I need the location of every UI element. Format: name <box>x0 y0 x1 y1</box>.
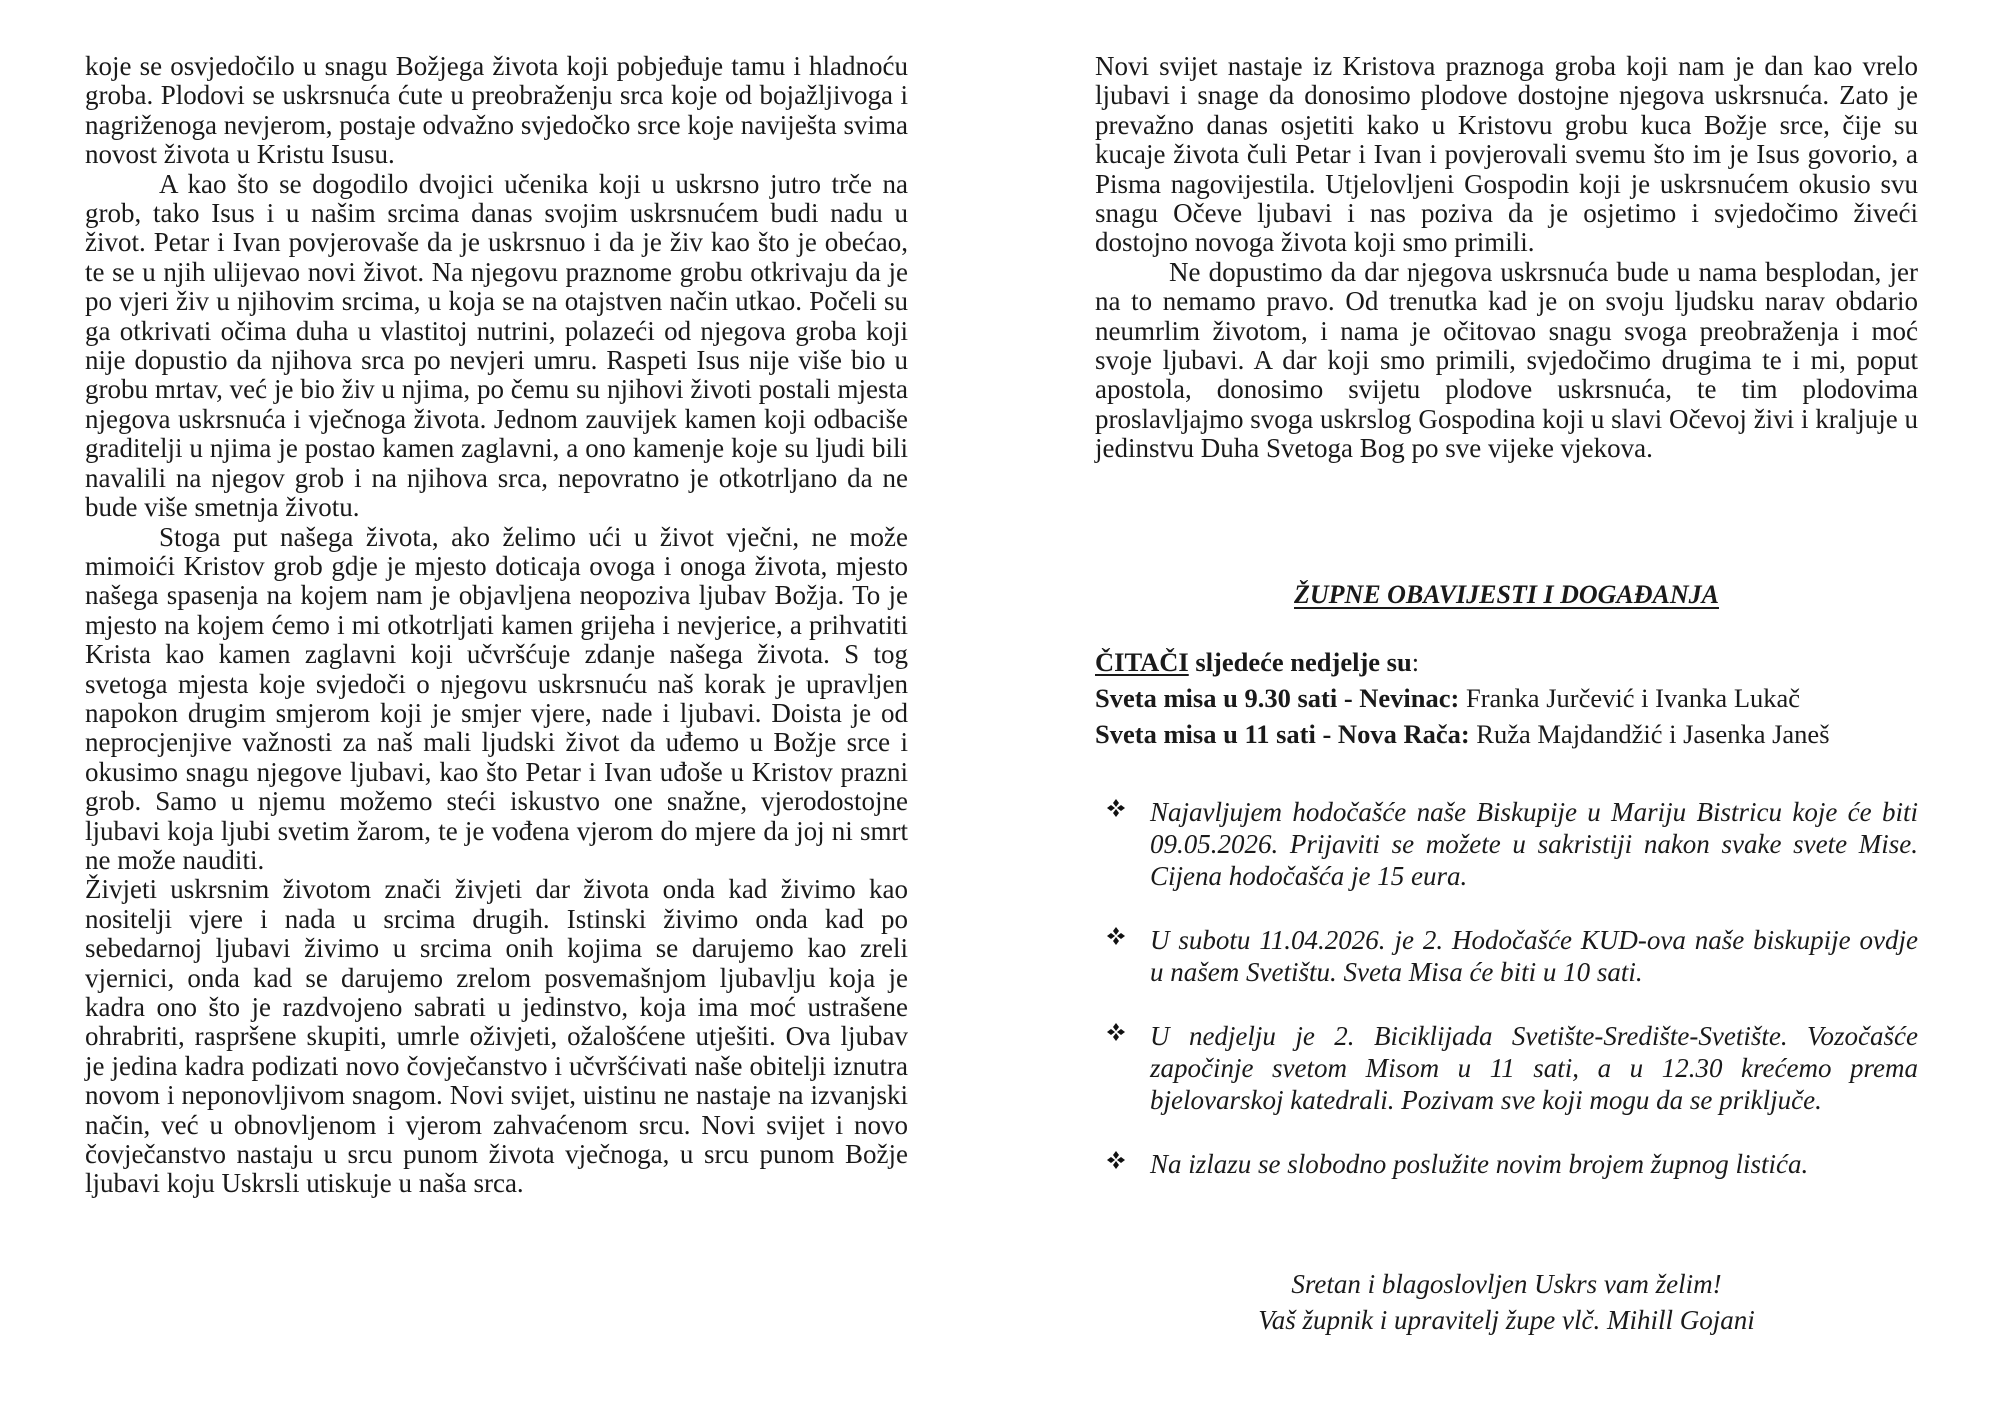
announcement-item <box>1102 1020 1918 1116</box>
paragraph: Ne dopustimo da dar njegova uskrsnuća bude u nama besplodan, jer na to nemamo pravo. Od trenutka kad je on svoju ljudsku narav obdario neumrlim životom, i nama je očitovao snagu svoga preobraženja i moć svoje ljubavi. A dar koji smo primili, svjedočimo drugima te i mi, poput apostola, donosimo svijetu plodove uskrsnuća, te tim plodovima proslavljajmo svoga uskrslog Gospodina koji u slavi Očevoj živi i kraljuje u jedinstvu Duha Svetoga Bog po sve vijeke vjekova. <box>1095 256 1918 464</box>
paragraph: Novi svijet nastaje iz Kristova praznoga groba koji nam je dan kao vrelo ljubavi i snage da donosimo plodove dostojne njegova uskrsnuća. Zato je prevažno danas osjetiti kako u Kristovu grobu kuca Božje srce, čije su kucaje života čuli Petar i Ivan i povjerovali svemu što im je Isus govorio, a Pisma nagovijestila. Utjelovljeni Gospodin koji je uskrsnućem okusio svu snagu Očeve ljubavi i nas poziva da je osjetimo i svjedočimo živeći dostojno novoga života koji smo primili. <box>1095 51 1918 258</box>
left-column <box>85 52 908 1199</box>
readers-intro: sljedeće nedjelje su <box>1188 647 1412 677</box>
readers-intro-line <box>1095 644 1918 680</box>
four-diamond-bullet-icon <box>1106 1022 1126 1042</box>
paragraph: Stoga put našega života, ako želimo ući u život vječni, ne može mimoići Kristov grob gdje je mjesto doticaja ovoga i onoga života, mjesto našega spasenja na kojem nam je objavljena neopoziva ljubav Božja. To je mjesto na kojem ćemo i mi otkotrljati kamen grijeha i nevjerice, a prihvatiti Krista kao kamen zaglavni koji učvršćuje zdanje našega života. S tog svetoga mjesta koje svjedoči o njegovu uskrsnuću naš korak je upravljen napokon drugim smjerom koji je smjer vjere, nade i ljubavi. Doista je od neprocjenjive važnosti za naš mali ljudski život da uđemo u Božje srce i okusimo snagu njegove ljubavi, kao što Petar i Ivan uđoše u Kristov prazni grob. Samo u njemu možemo steći iskustvo one snažne, vjerodostojne ljubavi koja ljubi svetim žarom, te je vođena vjerom do mjere da joj ni smrt ne može nauditi. <box>85 521 908 875</box>
announcement-list <box>1102 796 1918 1212</box>
readers-section <box>1095 644 1918 752</box>
announcement-text: Na izlazu se slobodno poslužite novim brojem župnog listića. <box>1150 1149 1809 1179</box>
right-column <box>1095 52 1918 464</box>
pastor-signature: Vaš župnik i upravitelj župe vlč. Mihill Gojani <box>1258 1305 1755 1335</box>
announcement-text: Najavljujem hodočašće naše Biskupije u Mariju Bistricu koje će biti 09.05.2026. Prijaviti se možete u sakristiji nakon svake svete Mise. Cijena hodočašća je 15 eura. <box>1150 797 1918 891</box>
announcement-item <box>1102 1148 1918 1180</box>
announcement-item <box>1102 924 1918 988</box>
readers-colon: : <box>1411 647 1420 677</box>
mass-time-location: Sveta misa u 11 sati - Nova Rača: <box>1095 719 1470 749</box>
easter-greeting: Sretan i blagoslovljen Uskrs vam želim! <box>1291 1269 1722 1299</box>
reader-names: Franka Jurčević i Ivanka Lukač <box>1459 683 1801 713</box>
paragraph: Živjeti uskrsnim životom znači živjeti dar života onda kad živimo kao nositelji vjere i nada u srcima drugih. Istinski živimo onda kad po sebedarnoj ljubavi živimo u srcima onih kojima se darujemo kao zreli vjernici, onda kad se darujemo zrelom posvemašnjom ljubavlju koja je kadra ono što je razdvojeno sabrati u jedinstvo, koja ima moć ustrašene ohrabriti, raspršene skupiti, umrle oživjeti, ožalošćene utješiti. Ova ljubav je jedina kadra podizati novo čovječanstvo i učvršćivati naše obitelji iznutra novom i neponovljivom snagom. Novi svijet, uistinu ne nastaje na izvanjski način, već u obnovljenom i vjerom zahvaćenom srcu. Novi svijet i novo čovječanstvo nastaju u srcu punom života vječnoga, u srcu punom Božje ljubavi koju Uskrsli utiskuje u naša srca. <box>85 874 908 1199</box>
four-diamond-bullet-icon <box>1106 926 1126 946</box>
paragraph: koje se osvjedočilo u snagu Božjega života koji pobjeđuje tamu i hladnoću groba. Plodovi se uskrsnuća ćute u preobraženju srca koje od bojažljivoga i nagriženoga nevjerom, postaje odvažno svjedočko srce koje naviješta svima novost života u Kristu Isusu. <box>85 51 908 170</box>
four-diamond-bullet-icon <box>1106 798 1126 818</box>
announcement-item <box>1102 796 1918 892</box>
announcements-heading: ŽUPNE OBAVIJESTI I DOGAĐANJA <box>1294 580 1719 609</box>
announcement-text: U nedjelju je 2. Biciklijada Svetište-Središte-Svetište. Vozočašće započinje svetom Misom u 11 sati, a u 12.30 krećemo prema bjelovarskoj katedrali. Pozivam sve koji mogu da se priključe. <box>1150 1021 1918 1115</box>
signoff <box>1095 1266 1918 1338</box>
announcement-text: U subotu 11.04.2026. je 2. Hodočašće KUD-ova naše biskupije ovdje u našem Svetištu. Sveta Misa će biti u 10 sati. <box>1150 925 1918 987</box>
reader-names: Ruža Majdandžić i Jasenka Janeš <box>1469 719 1830 749</box>
four-diamond-bullet-icon <box>1106 1150 1126 1170</box>
mass-readers-line <box>1095 716 1918 752</box>
readers-label: ČITAČI <box>1095 647 1189 677</box>
paragraph: A kao što se dogodilo dvojici učenika koji u uskrsno jutro trče na grob, tako Isus i u našim srcima danas svojim uskrsnućem budi nadu u život. Petar i Ivan povjerovaše da je uskrsnuo i da je živ kao što je obećao, te se u njih ulijevao novi život. Na njegovu praznome grobu otkrivaju da je po vjeri živ u njihovim srcima, u koja se na otajstven način utkao. Počeli su ga otkrivati očima duha u vlastitoj nutrini, polazeći od njegova groba koji nije dopustio da njihova srca po nevjeri umru. Raspeti Isus nije više bio u grobu mrtav, već je bio živ u njima, po čemu su njihovi životi postali mjesta njegova uskrsnuća i vječnoga života. Jednom zauvijek kamen koji odbaciše graditelji u njima je postao kamen zaglavni, a ono kamenje koje su ljudi bili navalili na njegov grob i na njihova srca, nepovratno je otkotrljano da ne bude više smetnja životu. <box>85 168 908 523</box>
mass-readers-line <box>1095 680 1918 716</box>
mass-time-location: Sveta misa u 9.30 sati - Nevinac: <box>1095 683 1460 713</box>
